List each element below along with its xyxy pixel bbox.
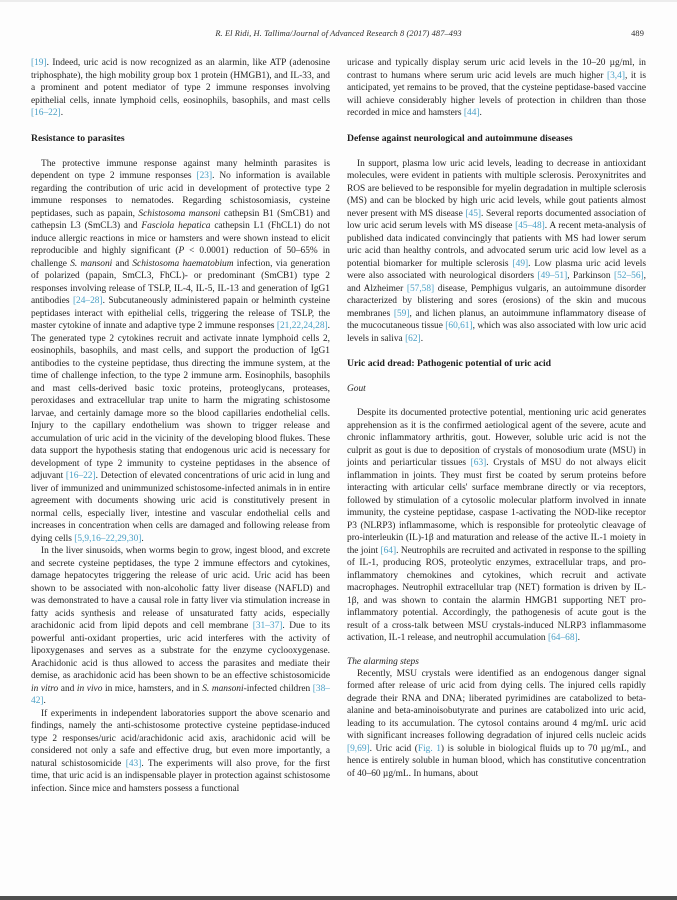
body-text: . Indeed, uric acid is now recognized as an alarmin, like ATP (adenosine triphosphate), the high mobility group box 1 protein (HMGB1), and IL-33, and a prominent and potent mediator of type 2 immune responses involving epithelial cells, innate lymphoid cells, eosinophils, basophils, and mast cells <box>31 58 330 106</box>
body-text: . Neutrophils are recruited and activated in response to the spilling of IL-1, producing ROS, proteolytic enzymes, extracellular traps, and pro-inflammatory chemokines and cytokines, which recruit and activate macrophages. Neutrophil extracellular trap (NET) formation is driven by IL-1β, and was shown to contain the alarmin HMGB1 supporting NET pro-inflammatory potential. Accordingly, the pathogenesis of acute gout is the result of a cross-talk between MSU crystals-induced NLRP3 inflammasome activation, IL-1 release, and neutrophil accumulation <box>347 545 646 643</box>
citation-link[interactable]: [24–28] <box>72 296 103 306</box>
body-text: cathepsin L1 (FhCL1) do not induce allergic reactions in mice or hamsters and were shown instead to elicit reproducible and highly significant ( <box>31 221 330 256</box>
paragraph <box>347 407 646 645</box>
body-text: ) is soluble in biological fluids up to 70 µg/mL, and hence is entirely soluble in human blood, which has constitutive concentration of 40–60 µg/mL. In humans, about <box>347 743 646 779</box>
body-text: -infected children <box>243 683 313 694</box>
body-text: infection, via generation of polarized (papain, SmCL3, FhCL)- or predominant (SmCB1) type 2 responses involving release of TSLP, IL-4, IL-5, IL-13 and generation of IgG1 antibodies <box>31 258 331 306</box>
body-text: . <box>577 633 580 643</box>
citation-link[interactable]: Fig. 1 <box>417 743 441 754</box>
italic-text: Fasciola hepatica <box>141 221 211 231</box>
body-text: , which was also associated with low uric acid levels in saliva <box>347 321 647 344</box>
body-text: < 0.0001) reduction of 50–65% in challenge <box>31 246 330 269</box>
body-text: uricase and typically display serum uric acid levels in the 10–20 µg/ml, in contrast to humans where serum uric acid levels are much higher <box>347 58 646 81</box>
citation-link[interactable]: [44] <box>463 108 480 118</box>
body-text: . No information is available regarding the contribution of uric acid in development of protective type 2 immune responses to nematodes. Regarding schistosomiasis, cysteine peptidases, such as papain, <box>31 171 330 219</box>
body-text: Recently, MSU crystals were identified as an endogenous danger signal formed after release of uric acid from dying cells. The injured cells rapidly degrade their RNA and DNA; liberated pyrimidines are catabolized to beta-alanine and beta-aminoisobutyrate and purines are catabolized into uric acid, leading to its accumulation. The cytosol contains around 4 mg/mL uric acid with significant increases following degradation of injured cells nucleic acids <box>347 668 646 741</box>
sub-section-heading: The alarming steps <box>347 656 419 667</box>
body-text: In the liver sinusoids, when worms begin to grow, ingest blood, and excrete and secrete cysteine peptidases, the type 2 immune effectors and cytokines, damage hepatocytes triggering the release of uric acid. Uric acid has been shown to be associated with non-alcoholic fatty liver disease (NAFLD) and was demonstrated to have a causal role in fatty liver via stimulation increase in fatty acids synthesis and release of unsaturated fatty acids, especially arachidonic acid from lipid depots and cell membrane <box>31 546 330 631</box>
body-text: and <box>58 683 77 694</box>
paragraph <box>31 158 330 546</box>
left-column <box>31 57 330 795</box>
body-text: If experiments in independent laboratories support the above scenario and findings, namely the anti-schistosome protective cysteine peptidase-induced type 2 responses/uric acid/arachidonic acid axis, arachidonic acid will be considered not only a safe and effective drug, but even more importantly, a natural schistosomicide <box>31 708 330 769</box>
body-text: , and Alzheimer <box>347 271 647 294</box>
citation-link[interactable]: [62] <box>405 333 421 344</box>
italic-text: Schistosoma haematobium <box>132 258 234 269</box>
body-text: . A recent meta-analysis of published data indicated convincingly that patients with MS had lower serum uric acid than healthy controls, and advocated serum uric acid low level as a potential biomarker for multiple sclerosis <box>347 221 646 269</box>
citation-link[interactable]: [49] <box>512 258 529 269</box>
citation-link[interactable]: [5,9,16–22,29,30] <box>74 533 142 544</box>
page-top-edge <box>0 0 677 2</box>
citation-link[interactable]: [64] <box>380 545 397 556</box>
citation-link[interactable]: [63] <box>470 458 487 468</box>
page-bottom-edge <box>0 896 677 900</box>
section-heading: Uric acid dread: Pathogenic potential of uric acid <box>347 358 552 369</box>
body-text: . Crystals of MSU do not always elicit inflammation in joints. They must first be coated by serum proteins before interacting with articular cells' surface membrane directly or via receptors, followed by stimulation of a cytosolic molecular platform involved in innate immunity, the cysteine peptidase, caspase 1-activating the NOD-like receptor P3 (NLRP3) inflammasome, which is responsible for proteolytic cleavage of pro-interleukin (IL)-1β and maturation and release of the active IL-1 moiety in the joint <box>347 458 646 556</box>
body-text: . <box>43 696 46 706</box>
running-head <box>31 29 646 38</box>
citation-link[interactable]: [43] <box>125 758 142 769</box>
body-text: , it is anticipated, yet remains to be proved, that the cysteine peptidase-based vaccine will achieve considerably higher levels of protection in children than those recorded in mice and hamsters <box>347 70 646 118</box>
body-text: cathepsin B1 (SmCB1) and cathepsin L3 (SmCL3) and <box>31 208 330 231</box>
body-text: In support, plasma low uric acid levels, leading to decrease in antioxidant molecules, were evident in patients with multiple sclerosis. Peroxynitrites and ROS are believed to be responsible for myelin degradation in multiple sclerosis (MS) and can be blocked by high uric acid levels, while gout patients almost never present with MS disease <box>347 158 646 219</box>
body-text: . Subcutaneously administered papain or helminth cysteine peptidases interact with epithelial cells, triggering the release of TSLP, the master cytokine of innate and adaptive type 2 immune responses <box>31 296 330 331</box>
italic-text: in vivo <box>76 683 103 694</box>
citation-link[interactable]: [64–68] <box>547 633 578 643</box>
citation-link[interactable]: [9,69] <box>347 743 370 754</box>
italic-text: Schistosoma mansoni <box>138 208 221 219</box>
body-text: . <box>60 108 64 118</box>
citation-link[interactable]: [16–22] <box>31 108 61 118</box>
citation-link[interactable]: [31–37] <box>252 621 283 631</box>
citation-link[interactable]: [45] <box>465 208 482 219</box>
paragraph <box>31 545 330 708</box>
body-text: . <box>420 333 424 344</box>
body-text: . Detection of elevated concentrations of uric acid in lung and liver of immunized and unimmunized schistosome-infected animals in in entire agreement with documents showing uric acid is constitutively present in normal cells, especially liver, intestine and vascular endothelial cells and increases in concentration when cells are damaged and following release from dying cells <box>31 471 330 544</box>
citation-link[interactable]: [38–42] <box>31 683 330 706</box>
body-text: . Due to its powerful anti-oxidant properties, uric acid interferes with the activity of lipoxygenases and serves as a substrate for the enzyme cyclooxygenase. Arachidonic acid is thus allowed to access the parasites and mediate their demise, as arachidonic acid has been shown to be an effective schistosomicide <box>31 621 330 681</box>
body-text: Despite its documented protective potential, mentioning uric acid generates apprehension as it is the confirmed aetiological agent of the severe, acute and chronic inflammatory arthritis, gout. However, soluble uric acid is not the culprit as gout is due to deposition of crystals of monosodium urate (MSU) in joints and periarticular tissues <box>347 408 646 468</box>
citation-link[interactable]: [52–56] <box>613 271 644 281</box>
body-text: . Uric acid ( <box>369 743 418 754</box>
italic-text: S. mansoni <box>70 258 113 269</box>
paragraph <box>347 158 646 346</box>
body-text: . <box>479 108 482 118</box>
italic-text: S. mansoni <box>202 683 244 694</box>
citation-link[interactable]: [45–48] <box>515 221 545 231</box>
citation-link[interactable]: [19] <box>31 58 47 68</box>
paragraph <box>347 57 646 120</box>
body-text: and <box>112 258 133 269</box>
paragraph <box>31 708 330 796</box>
italic-text: P <box>178 246 185 256</box>
page-number: 489 <box>631 29 644 38</box>
body-text: . The experiments will also prove, for the first time, that uric acid is an indispensable player in protection against schistosome infection. Since mice and hamsters possess a functional <box>31 758 331 794</box>
citation-link[interactable]: [23] <box>196 171 213 181</box>
body-text: disease, Pemphigus vulgaris, an autoimmune disorder characterized by blistering and sores (erosions) of the skin and mucous membranes <box>347 283 646 319</box>
citation-link[interactable]: [59] <box>393 308 410 319</box>
section-heading: Defense against neurological and autoimmune diseases <box>347 132 573 144</box>
text-columns <box>31 57 646 795</box>
paragraph <box>347 668 646 781</box>
right-column <box>347 57 646 795</box>
section-heading: Resistance to parasites <box>31 132 125 144</box>
body-text: . The generated type 2 cytokines recruit and activate innate lymphoid cells 2, eosinophils, basophils, and mast cells, and support the production of IgG1 antibodies to the cysteine peptidase, thus directing the immune system, at the time of challenge infection, to the type 2 immune arm. Eosinophils, basophils and mast cells-derived basic toxic proteins, proteoglycans, proteases, peroxidases and extracellular trap unite to harm the migrating schistosome larvae, and certainly damage more so the blood capillaries endothelial cells. Injury to the capillary endothelium was shown to trigger release and accumulation of uric acid in the vicinity of the developing blood flukes. These data support the hypothesis stating that endogenous uric acid is necessary for development of type 2 immunity to cysteine peptidases in the absence of adjuvant <box>31 321 330 481</box>
running-head-text: R. El Ridi, H. Tallima/Journal of Advanced Research 8 (2017) 487–493 <box>215 29 462 38</box>
citation-link[interactable]: [57,58] <box>406 283 435 294</box>
italic-text: in vitro <box>31 683 59 694</box>
citation-link[interactable]: [21,22,24,28] <box>276 321 328 331</box>
citation-link[interactable]: [60,61] <box>445 321 473 331</box>
citation-link[interactable]: [16–22] <box>65 471 96 481</box>
paragraph <box>31 57 330 120</box>
citation-link[interactable]: [49–51] <box>537 271 568 281</box>
body-text: The protective immune response against many helminth parasites is dependent on type 2 immune responses <box>31 158 330 181</box>
body-text: . Low plasma uric acid levels were also associated with neurological disorders <box>347 258 646 281</box>
body-text: in mice, hamsters, and in <box>102 683 203 694</box>
citation-link[interactable]: [3,4] <box>606 70 625 81</box>
body-text: . <box>141 533 144 544</box>
sub-section-heading: Gout <box>347 384 366 394</box>
body-text: , and lichen planus, an autoimmune inflammatory disease of the mucocutaneous tissue <box>347 308 646 331</box>
body-text: . Several reports documented association of low uric acid serum levels with MS disease <box>347 208 646 231</box>
body-text: , Parkinson <box>567 271 614 281</box>
